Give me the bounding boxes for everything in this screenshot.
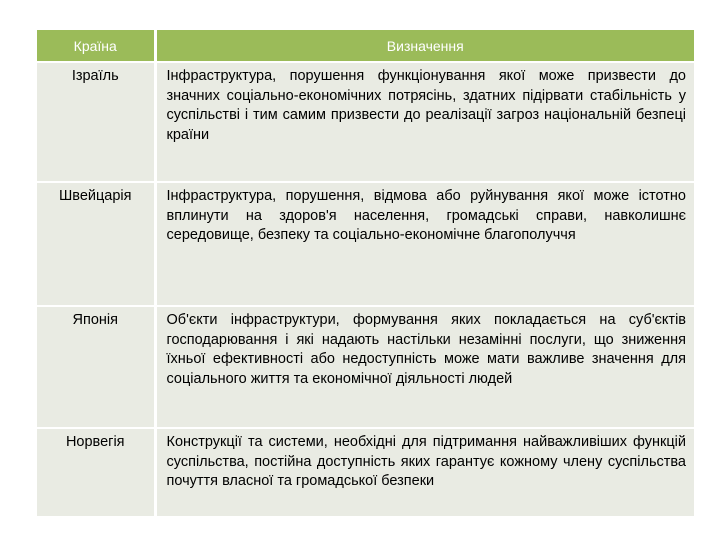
table-body [37, 62, 694, 516]
column-header-definition: Визначення [386, 37, 464, 54]
country-cell: Швейцарія [37, 182, 155, 306]
country-cell: Японія [37, 306, 155, 428]
definition-cell: Об'єкти інфраструктури, формування яких покладається на суб'єктів господарювання і які надають настільки незамінні послуги, що зниження їхньої ефективності або недоступність може мати важливе значення для соціального життя та економічної діяльності людей [155, 306, 694, 428]
table-row [37, 182, 694, 306]
table-row [37, 306, 694, 428]
table-row [37, 62, 694, 182]
definition-cell: Інфраструктура, порушення, відмова або руйнування якої може істотно вплинути на здоров'я населення, громадські справи, навколишнє середовище, безпеку та соціально-економічне благополуччя [155, 182, 694, 306]
column-header-country: Країна [37, 30, 155, 62]
definition-cell: Конструкції та системи, необхідні для підтримання найважливіших функцій суспільства, постійна доступність яких гарантує кожному члену суспільства почуття власної та громадської безпеки [155, 428, 694, 516]
header-row [37, 30, 694, 62]
definitions-table [37, 30, 694, 516]
country-cell: Ізраїль [37, 62, 155, 182]
table-row [37, 428, 694, 516]
table-header [37, 30, 694, 62]
country-cell: Норвегія [37, 428, 155, 516]
definition-cell: Інфраструктура, порушення функціонування якої може призвести до значних соціально-економічних потрясінь, здатних підірвати стабільність у суспільстві і тим самим призвести до реалізації загроз національній безпеці країни [155, 62, 694, 182]
